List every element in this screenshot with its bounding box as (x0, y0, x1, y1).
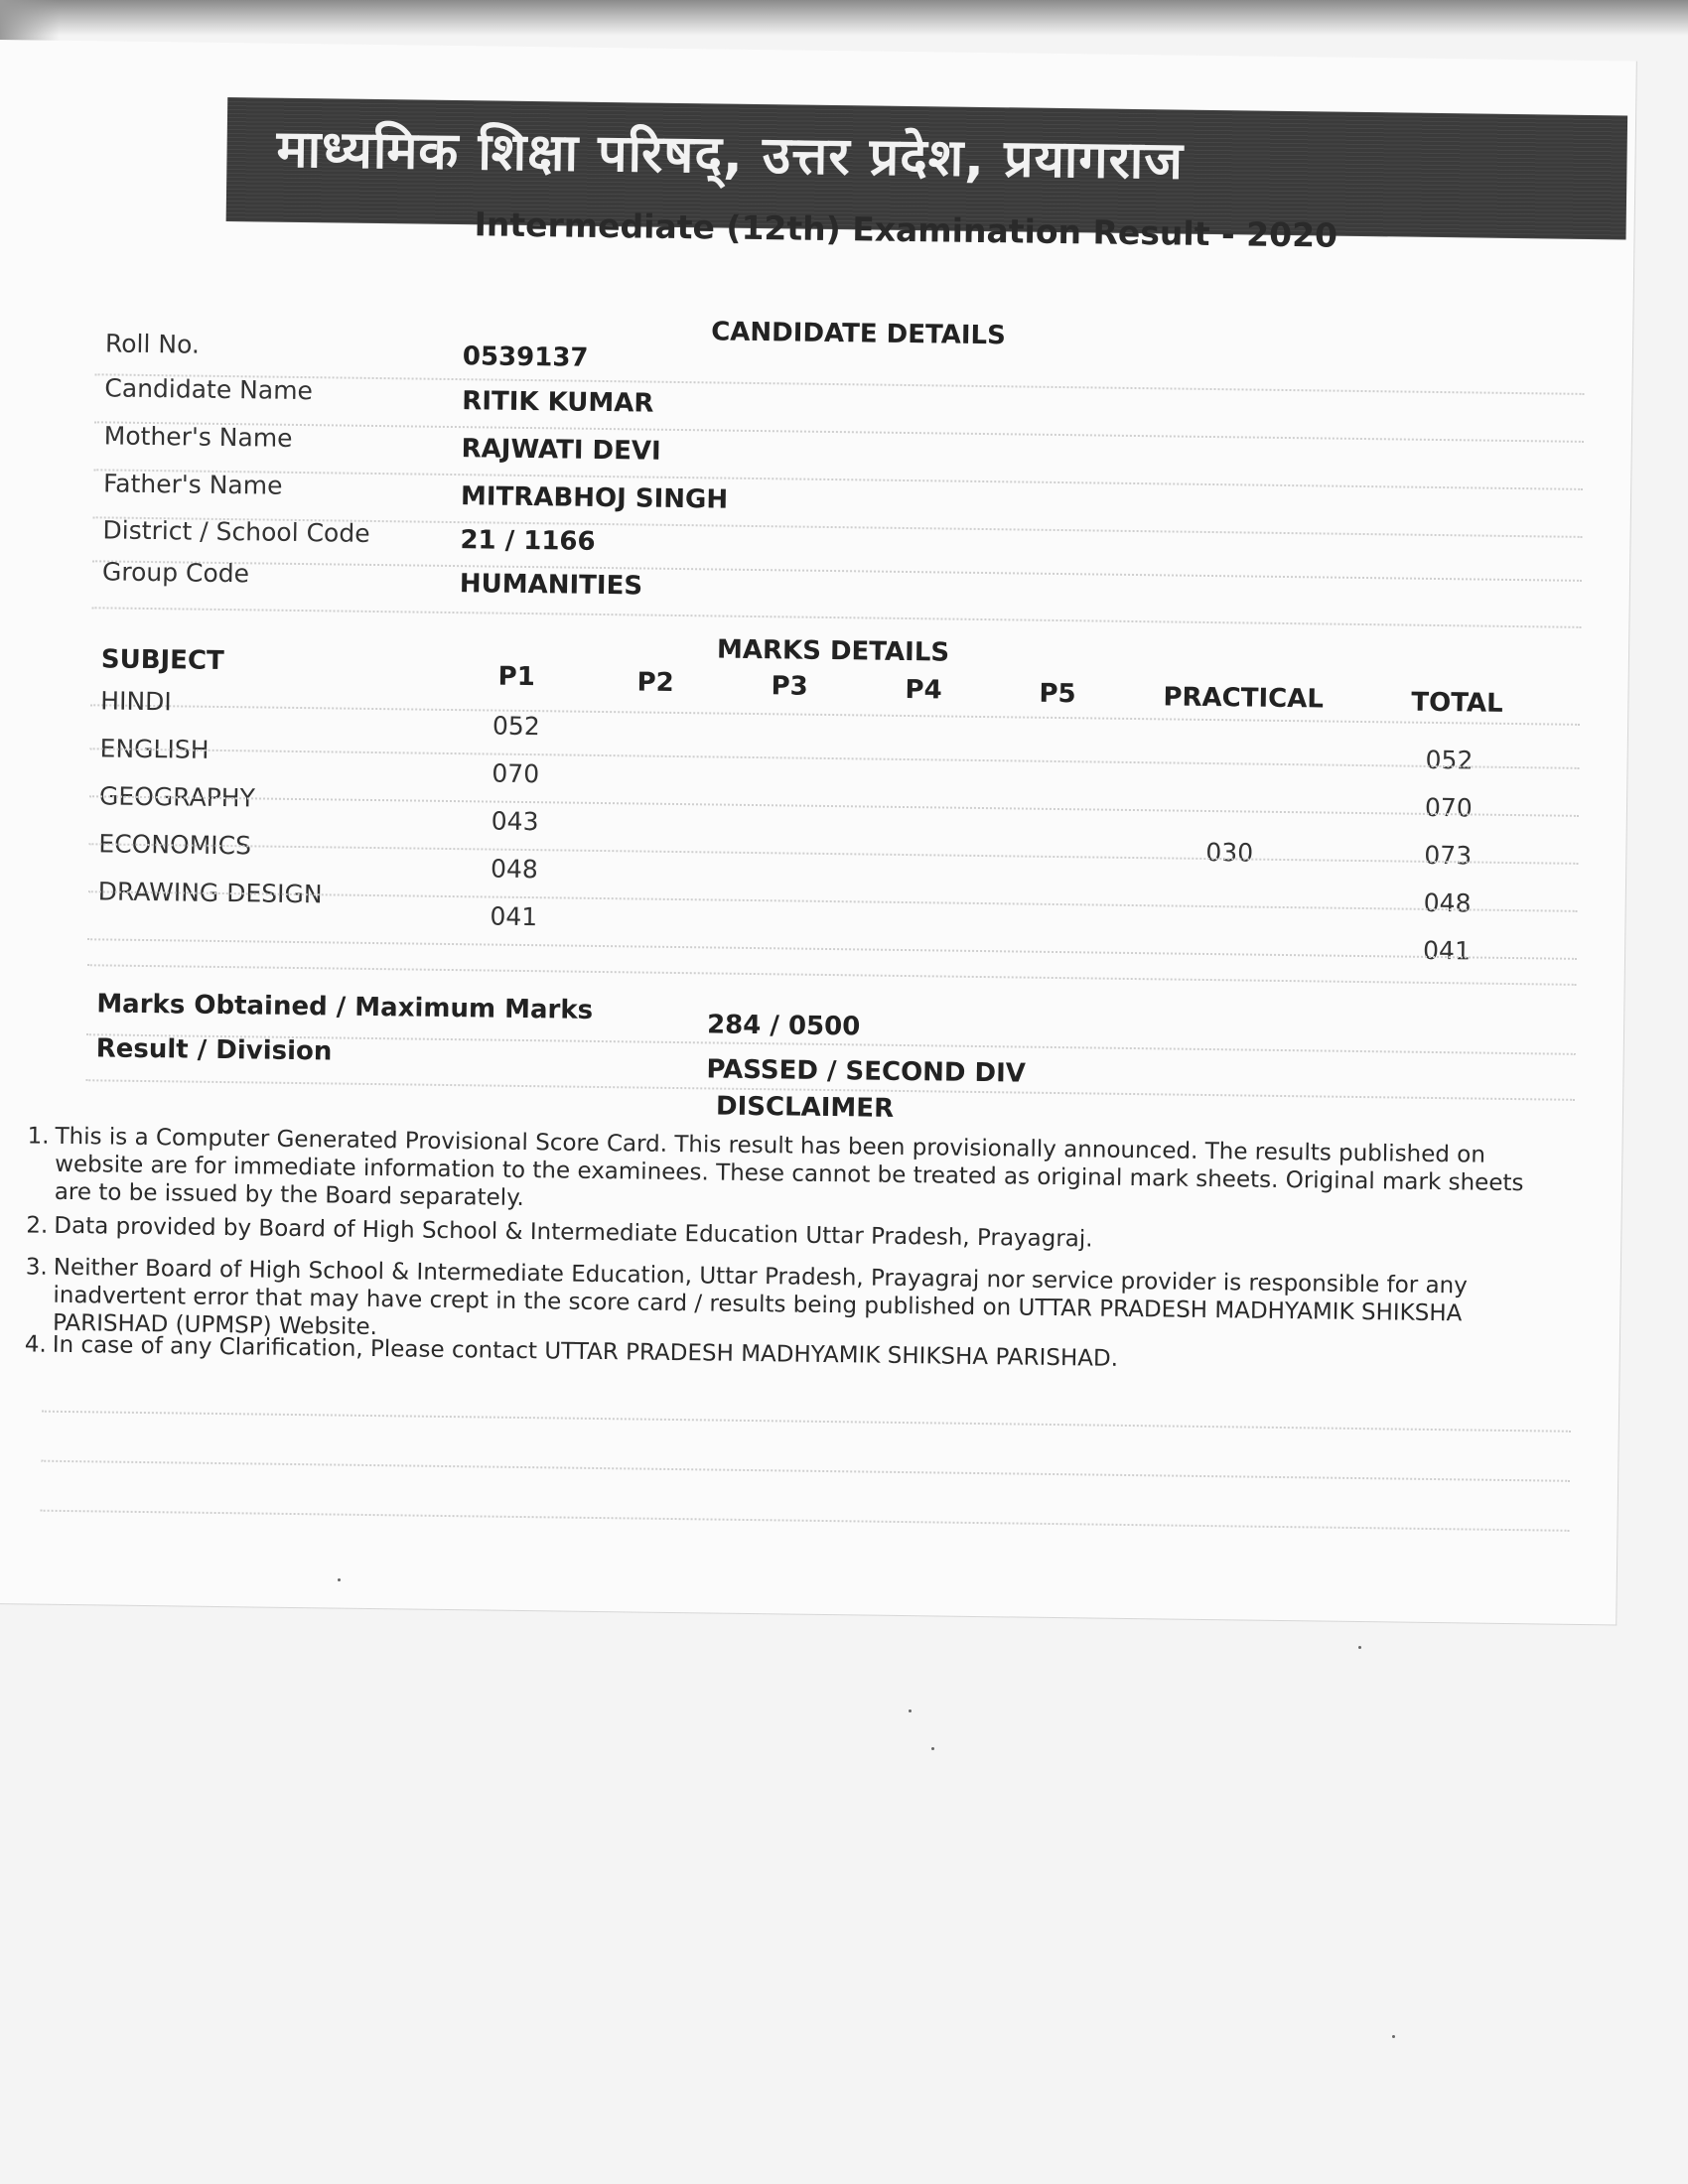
district-school-code-label: District / School Code (102, 515, 370, 548)
marks-obtained-label: Marks Obtained / Maximum Marks (96, 989, 594, 1025)
p1-column-header: P1 (497, 661, 535, 693)
total-column-header: TOTAL (1411, 687, 1503, 719)
table-row-total: 073 (1424, 840, 1473, 871)
roll-no-label: Roll No. (104, 329, 201, 359)
practical-column-header: PRACTICAL (1163, 682, 1325, 715)
result-division-label: Result / Division (95, 1033, 333, 1067)
disclaimer-item-number: 4. (24, 1331, 47, 1358)
page-title: Intermediate (12th) Examination Result - 2020 (474, 205, 1338, 255)
disclaimer-item-text: Neither Board of High School & Intermediate Education, Uttar Pradesh, Prayagraj nor service provider is responsible for any inadvertent error that may have crept in the score card / results being published on UTTAR PRADESH MADHYAMIK SHIKSHA PARISHAD (UPMSP) Website. (52, 1254, 1468, 1341)
divider (90, 748, 1580, 769)
roll-no-value: 0539137 (462, 341, 589, 373)
table-row-total: 052 (1425, 745, 1474, 775)
scan-shadow-top (0, 0, 1688, 36)
result-sheet (0, 40, 1637, 1625)
table-row-p1: 041 (490, 901, 538, 932)
table-row-total: 048 (1423, 887, 1472, 918)
table-row-total: 070 (1424, 792, 1473, 823)
disclaimer-item-number: 3. (25, 1254, 48, 1281)
group-code-label: Group Code (101, 557, 250, 589)
candidate-details-heading: CANDIDATE DETAILS (711, 317, 1006, 351)
subject-column-header: SUBJECT (100, 644, 224, 677)
board-name-hindi: माध्यमिक शिक्षा परिषद्, उत्तर प्रदेश, प्रयागराज (276, 119, 1185, 192)
scan-speck (909, 1709, 912, 1712)
table-row-subject: GEOGRAPHY (98, 781, 256, 813)
table-row-total: 041 (1422, 935, 1472, 966)
table-row-p1: 048 (490, 854, 539, 885)
divider (92, 560, 1582, 582)
divider (87, 964, 1577, 986)
table-row-p1: 043 (491, 806, 539, 837)
table-row-p1: 070 (492, 758, 540, 789)
marks-details-heading: MARKS DETAILS (716, 634, 950, 668)
result-division-value: PASSED / SECOND DIV (706, 1054, 1027, 1089)
group-code-value: HUMANITIES (459, 569, 643, 602)
divider (42, 1411, 1571, 1433)
candidate-name-label: Candidate Name (104, 373, 314, 406)
disclaimer-heading: DISCLAIMER (715, 1091, 895, 1124)
disclaimer-item-text: This is a Computer Generated Provisional Score Card. This result has been provisionally announced. The results published on website are for immediate information to the examinees. These cannot be treated as original mark sheets. Original mark sheets are to be issued by the Board separately. (54, 1123, 1524, 1212)
divider (94, 421, 1584, 443)
p3-column-header: P3 (771, 671, 808, 702)
divider (41, 1460, 1570, 1482)
divider (87, 938, 1577, 960)
father-name-value: MITRABHOJ SINGH (460, 481, 729, 515)
father-name-label: Father's Name (102, 469, 283, 500)
scan-speck (1392, 2035, 1395, 2038)
scan-speck (338, 1578, 341, 1581)
disclaimer-item-number: 1. (27, 1123, 50, 1150)
scan-speck (931, 1747, 934, 1750)
mother-name-label: Mother's Name (103, 421, 293, 453)
divider (93, 469, 1583, 490)
disclaimer-item-text: Data provided by Board of High School & Intermediate Education Uttar Pradesh, Prayagraj. (54, 1212, 1093, 1253)
mother-name-value: RAJWATI DEVI (461, 434, 661, 467)
disclaimer-item-number: 2. (26, 1212, 49, 1239)
table-row-subject: DRAWING DESIGN (97, 877, 323, 909)
p4-column-header: P4 (905, 674, 942, 706)
table-row-p1: 052 (492, 711, 540, 742)
candidate-name-value: RITIK KUMAR (462, 386, 654, 419)
divider (41, 1510, 1570, 1532)
disclaimer-item-text: In case of any Clarification, Please contact UTTAR PRADESH MADHYAMIK SHIKSHA PARISHAD. (52, 1331, 1119, 1372)
p5-column-header: P5 (1039, 678, 1076, 710)
scan-speck (1358, 1646, 1361, 1649)
marks-obtained-value: 284 / 0500 (706, 1010, 861, 1042)
divider (92, 607, 1582, 628)
table-row-subject: HINDI (100, 686, 172, 717)
disclaimer-item (27, 1123, 1545, 1226)
divider (90, 704, 1580, 726)
divider (88, 843, 1578, 865)
district-school-code-value: 21 / 1166 (460, 525, 596, 557)
table-row-practical: 030 (1205, 837, 1254, 868)
table-row-subject: ENGLISH (99, 734, 210, 764)
p2-column-header: P2 (636, 667, 674, 698)
divider (89, 795, 1579, 817)
divider (95, 373, 1585, 395)
table-row-subject: ECONOMICS (98, 829, 252, 861)
